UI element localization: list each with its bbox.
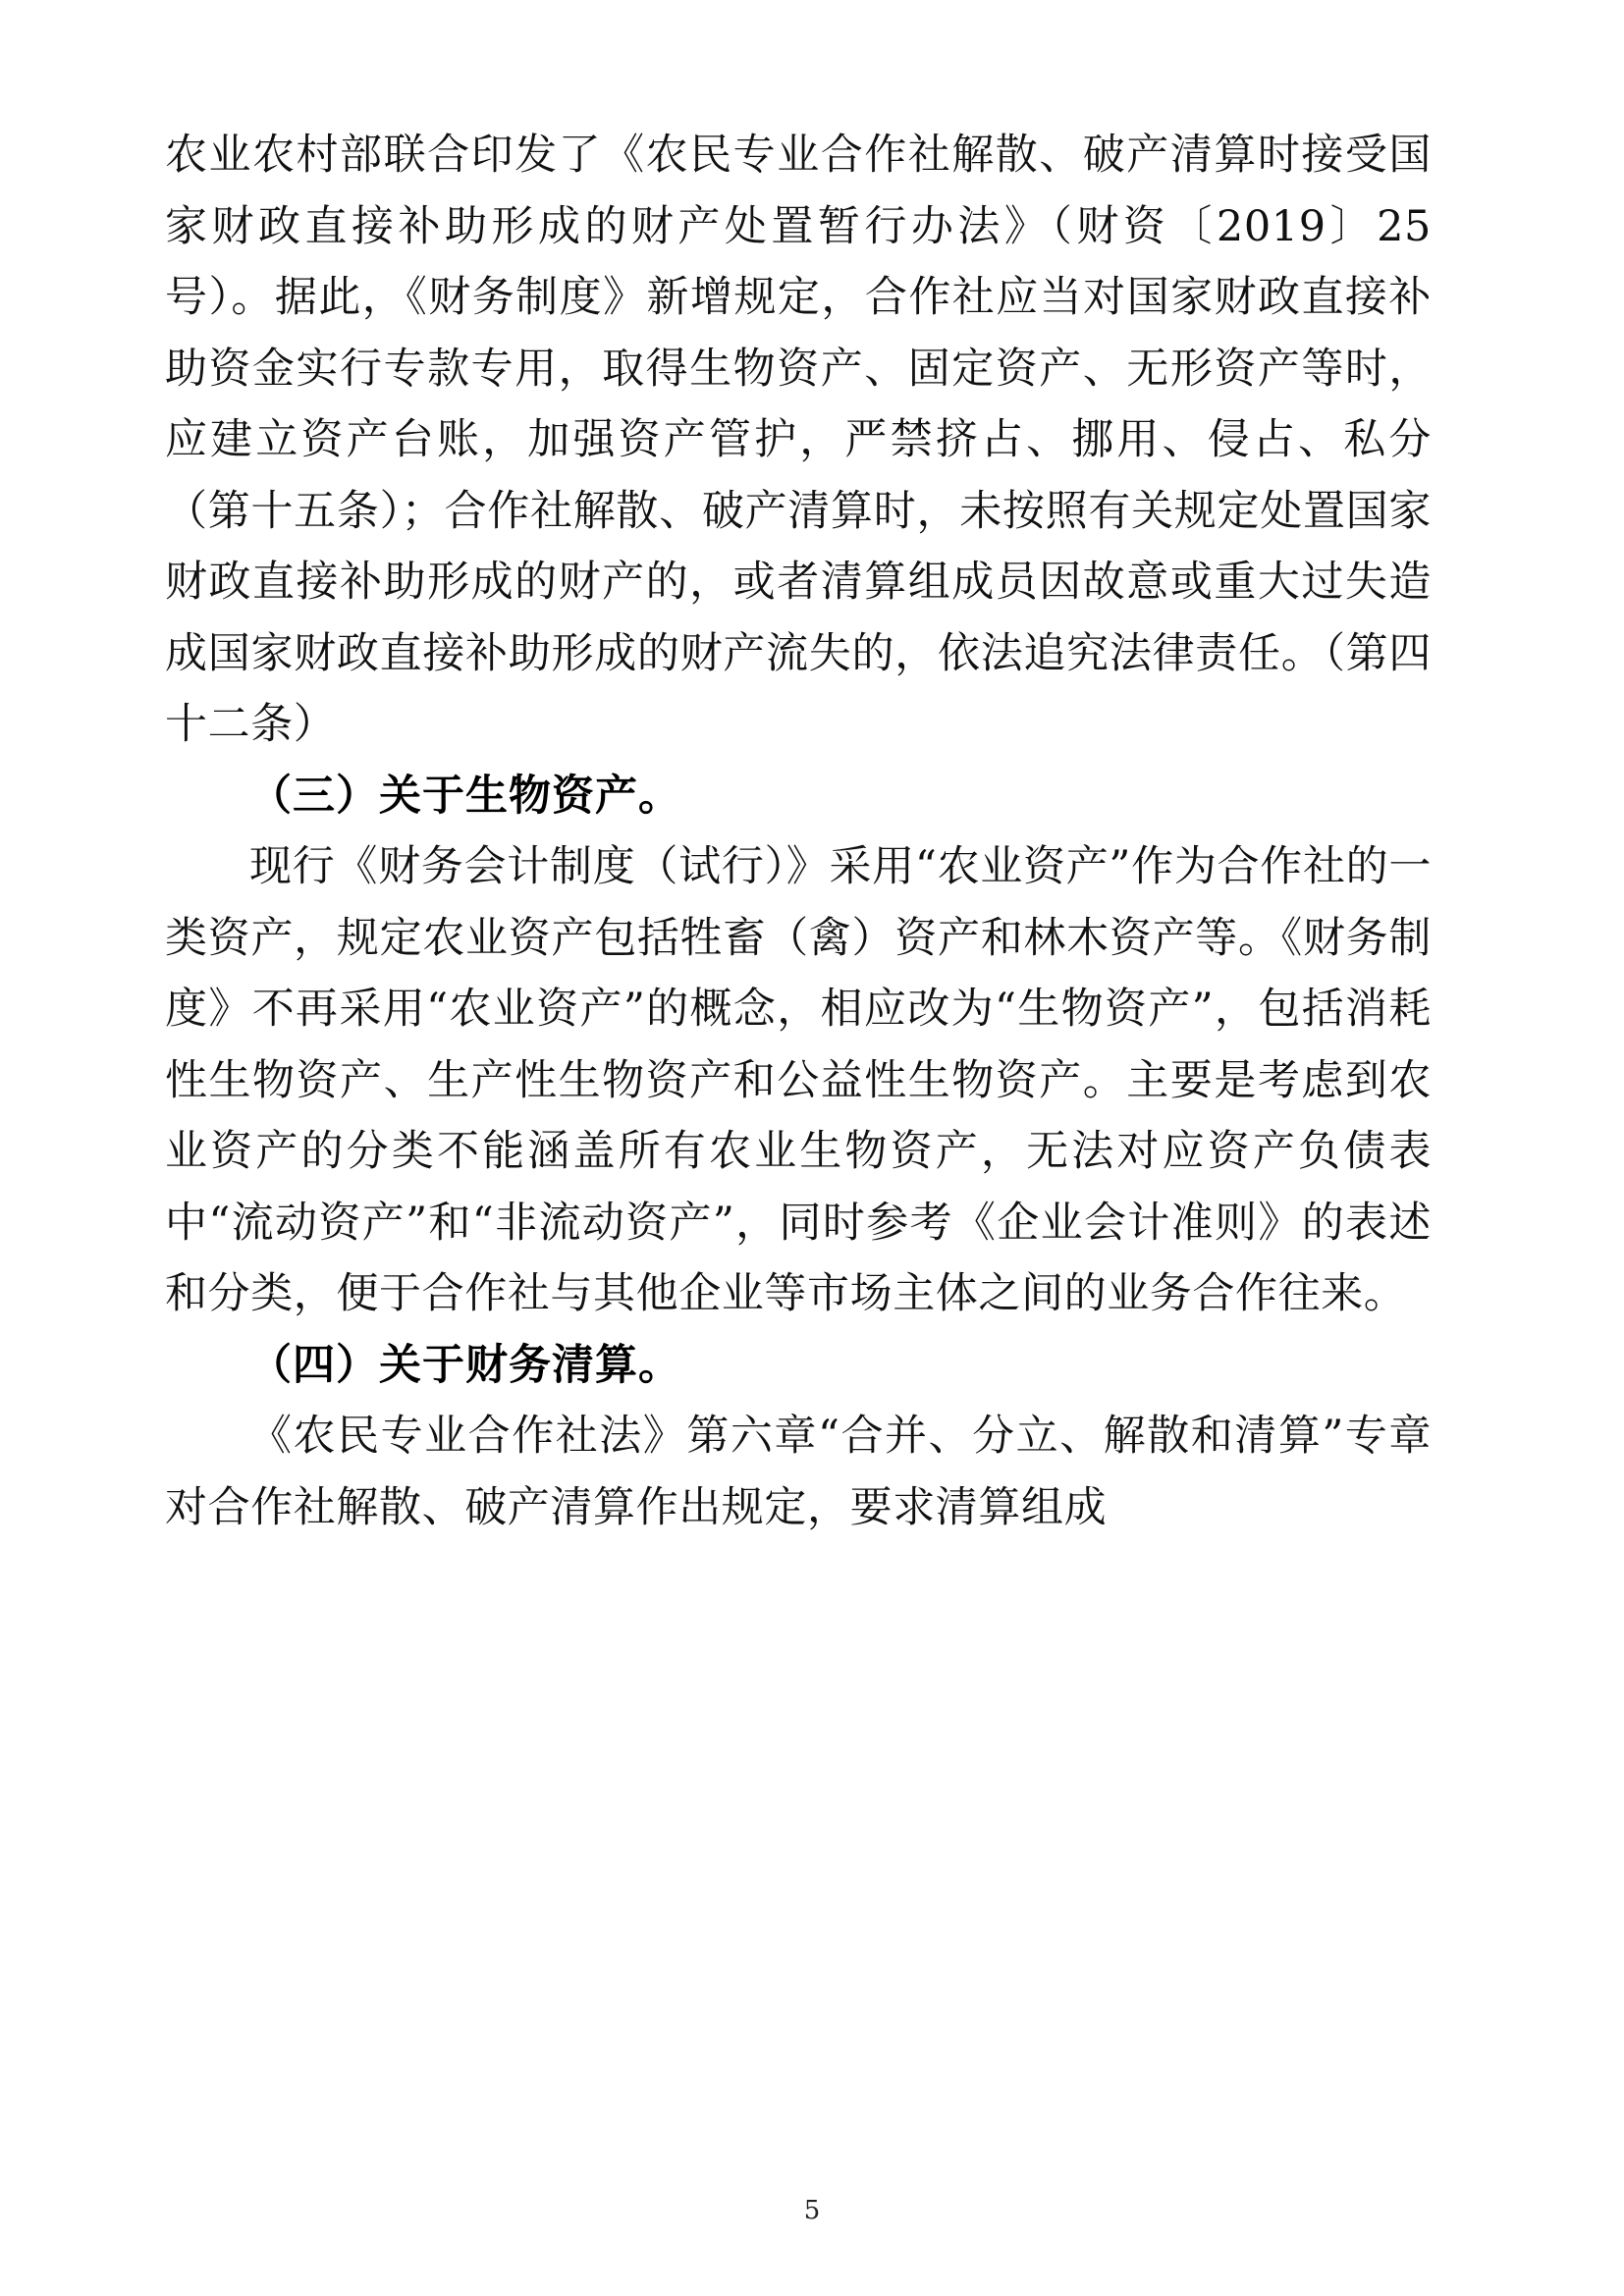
paragraph-financial-liquidation: 《农民专业合作社法》第六章“合并、分立、解散和清算”专章对合作社解散、破产清算作出规定，要求清算组成 — [165, 1412, 1432, 1532]
page-content-area — [165, 120, 1432, 1543]
paragraph-biological-assets: 现行《财务会计制度（试行）》采用“农业资产”作为合作社的一类资产，规定农业资产包括牲畜（禽）资产和林木资产等。《财务制度》不再采用“农业资产”的概念，相应改为“生物资产”，包括消耗性生物资产、生产性生物资产和公益性生物资产。主要是考虑到农业资产的分类不能涵盖所有农业生物资产，无法对应资产负债表中“流动资产”和“非流动资产”，同时参考《企业会计准则》的表述和分类，便于合作社与其他企业等市场主体之间的业务合作往来。 — [165, 842, 1432, 1318]
page-number: 5 — [803, 2196, 821, 2225]
heading-section-four-financial-liquidation: （四）关于财务清算。 — [249, 1340, 681, 1390]
heading-section-three-biological-assets: （三）关于生物资产。 — [249, 771, 681, 821]
paragraph-continued-financial-system: 农业农村部联合印发了《农民专业合作社解散、破产清算时接受国家财政直接补助形成的财产处置暂行办法》（财资〔2019〕25号）。据此，《财务制度》新增规定，合作社应当对国家财政直接补助资金实行专款专用，取得生物资产、固定资产、无形资产等时，应建立资产台账，加强资产管护，严禁挤占、挪用、侵占、私分（第十五条）；合作社解散、破产清算时，未按照有关规定处置国家财政直接补助形成的财产的，或者清算组成员因故意或重大过失造成国家财政直接补助形成的财产流失的，依法追究法律责任。（第四十二条） — [165, 131, 1432, 749]
